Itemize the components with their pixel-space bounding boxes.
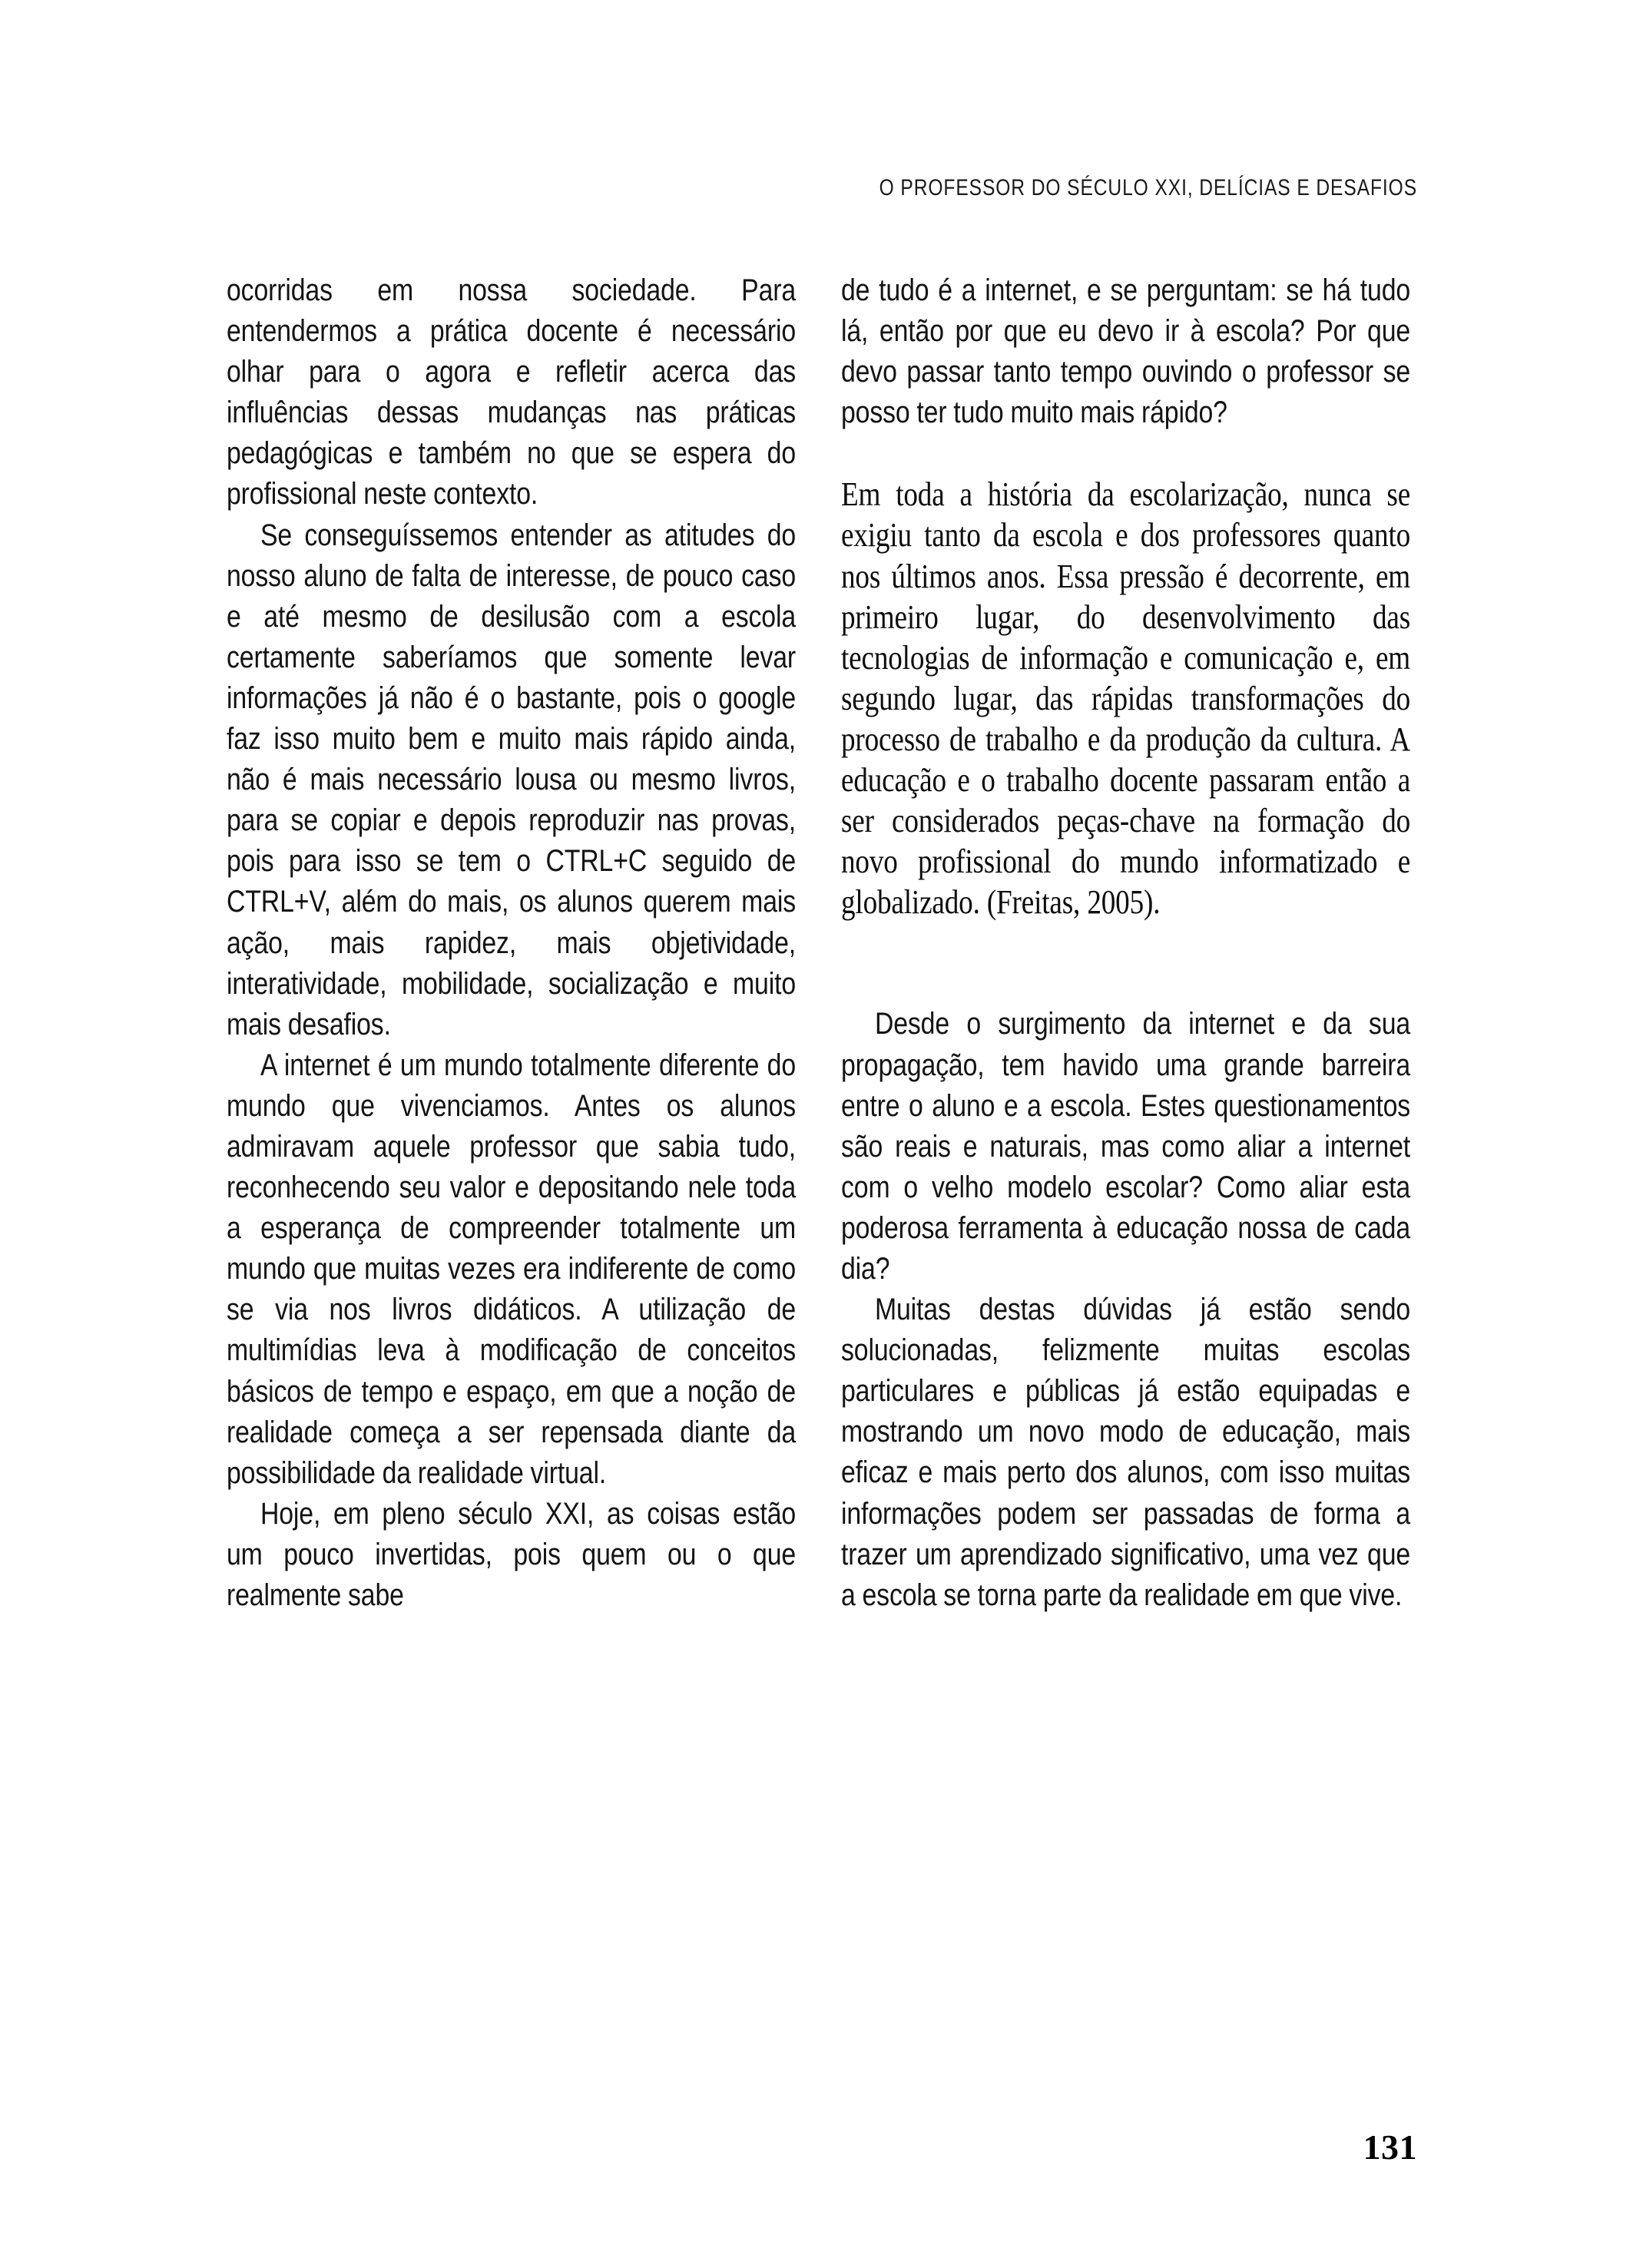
block-quote: Em toda a história da escolarização, nunca se exigiu tanto da escola e dos professores quanto nos últimos anos. Essa pressão é decorrente, em primeiro lugar, do desenvolvimento das tecnologias de informação e comunicação e, em segundo lugar, das rápidas transformações do processo de trabalho e da produção da cultura. A educação e o trabalho docente passaram então a ser considerados peças-chave na formação do novo profissional do mundo informatizado e globalizado. (Freitas, 2005). (841, 475, 1411, 922)
paragraph: Hoje, em pleno século XXI, as coisas estão um pouco invertidas, pois quem ou o que realmente sabe (227, 1496, 797, 1612)
running-head: O PROFESSOR DO SÉCULO XXI, DELÍCIAS E DESAFIOS (879, 175, 1417, 200)
paragraph: de tudo é a internet, e se perguntam: se há tudo lá, então por que eu devo ir à escola? Por que devo passar tanto tempo ouvindo o professor se posso ter tudo muito mais rápido? (841, 273, 1411, 430)
page-number: 131 (1363, 2127, 1417, 2167)
left-column (227, 270, 796, 2014)
quote-spacer-bottom (841, 922, 1410, 1004)
paragraph: A internet é um mundo totalmente diferente do mundo que vivenciamos. Antes os alunos admiravam aquele professor que sabia tudo, reconhecendo seu valor e depositando nele toda a esperança de compreender totalmente um mundo que muitas vezes era indiferente de como se via nos livros didáticos. A utilização de multimídias leva à modificação de conceitos básicos de tempo e espaço, em que a noção de realidade começa a ser repensada diante da possibilidade da realidade virtual. (227, 1048, 797, 1490)
right-column (841, 270, 1410, 2014)
paragraph: ocorridas em nossa sociedade. Para entendermos a prática docente é necessário olhar para o agora e refletir acerca das influências dessas mudanças nas práticas pedagógicas e também no que se espera do profissional neste contexto. (227, 273, 797, 512)
paragraph: Muitas destas dúvidas já estão sendo solucionadas, felizmente muitas escolas particulares e públicas já estão equipadas e mostrando um novo modo de educação, mais eficaz e mais perto dos alunos, com isso muitas informações podem ser passadas de forma a trazer um aprendizado significativo, uma vez que a escola se torna parte da realidade em que vive. (841, 1293, 1411, 1612)
paragraph: Se conseguíssemos entender as atitudes do nosso aluno de falta de interesse, de pouco caso e até mesmo de desilusão com a escola certamente saberíamos que somente levar informações já não é o bastante, pois o google faz isso muito bem e muito mais rápido ainda, não é mais necessário lousa ou mesmo livros, para se copiar e depois reproduzir nas provas, pois para isso se tem o CTRL+C seguido de CTRL+V, além do mais, os alunos querem mais ação, mais rapidez, mais objetividade, interatividade, mobilidade, socialização e muito mais desafios. (227, 518, 797, 1041)
body-columns (227, 270, 1417, 2014)
quote-spacer-top (841, 433, 1410, 474)
paragraph: Desde o surgimento da internet e da sua propagação, tem havido uma grande barreira entre o aluno e a escola. Estes questionamentos são reais e naturais, mas como aliar a internet com o velho modelo escolar? Como aliar esta poderosa ferramenta à educação nossa de cada dia? (841, 1007, 1411, 1286)
